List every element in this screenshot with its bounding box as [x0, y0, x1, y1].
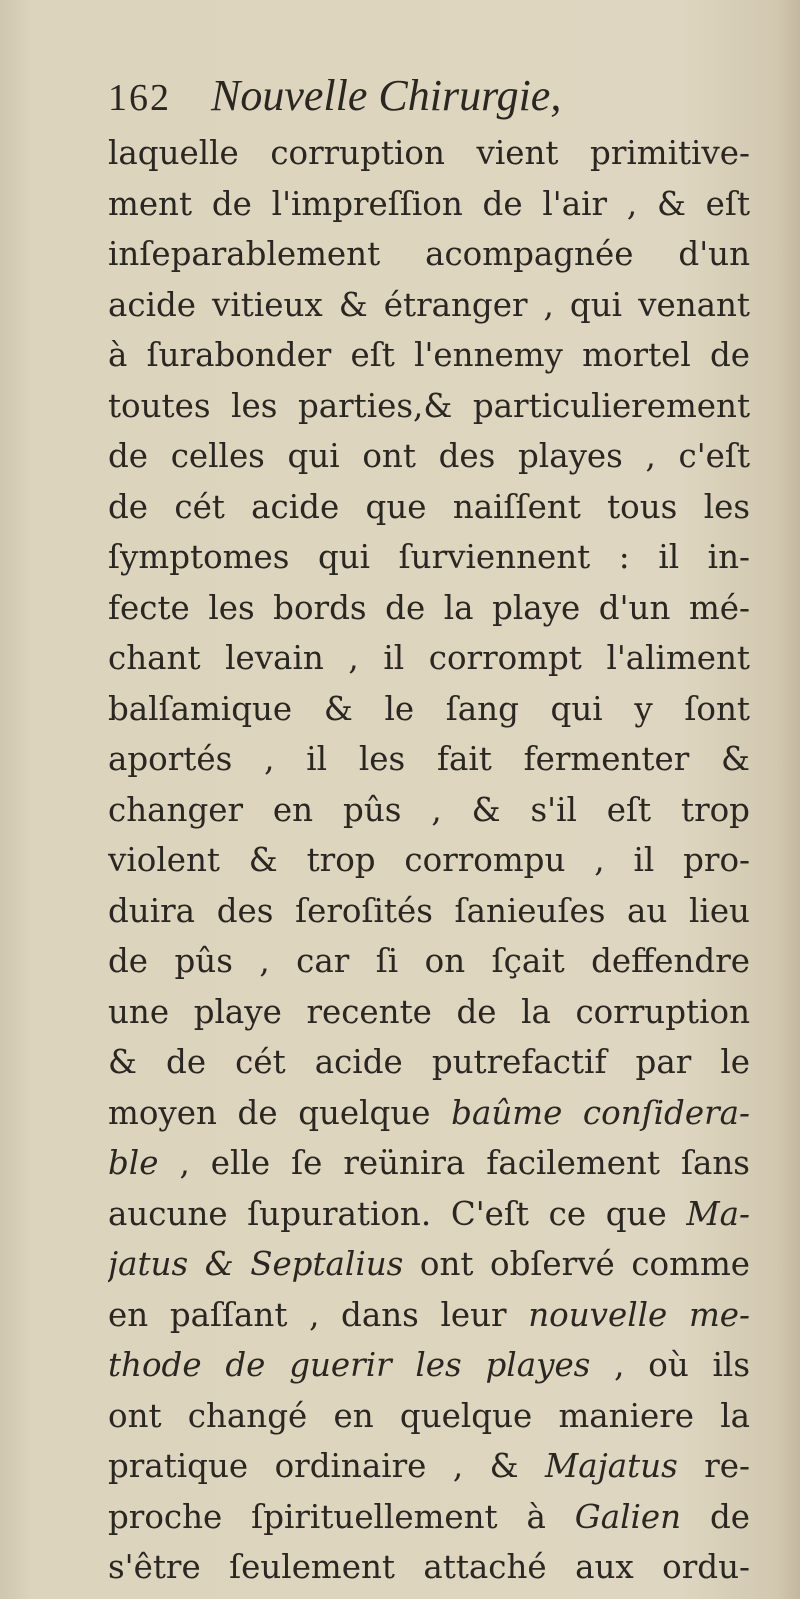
text-span: moyen de quelque: [108, 1093, 452, 1132]
text-line: [108, 1542, 750, 1593]
text-line: [108, 1391, 750, 1442]
text-span: , elle ſe reünira facilement ſans: [158, 1144, 750, 1182]
text-line: [108, 1088, 750, 1139]
text-line: [108, 229, 750, 280]
text-span: violent & trop corrompu , il pro-: [108, 841, 750, 879]
text-line: [108, 1340, 750, 1391]
italic-span: ble: [108, 1144, 159, 1182]
text-span: ſymptomes qui ſurviennent : il in-: [108, 538, 750, 576]
text-span: une playe recente de la corruption: [108, 992, 750, 1031]
text-line: [108, 280, 750, 331]
text-span: de pûs , car ſi on ſçait deffendre: [108, 942, 750, 980]
text-line: [108, 1441, 750, 1492]
text-line: [108, 835, 750, 886]
text-span: proche ſpirituellement à: [108, 1497, 575, 1536]
italic-span: Galien: [574, 1497, 682, 1536]
text-span: chant levain , il corrompt l'aliment: [108, 639, 750, 677]
body-text: [108, 128, 750, 1593]
text-line: [108, 1492, 750, 1543]
text-span: toutes les parties,& particulierement: [108, 386, 750, 425]
text-span: duira des ſeroſités ſanieuſes au lieu: [108, 891, 750, 930]
text-span: laquelle corruption vient primitive-: [108, 134, 750, 172]
text-line: [108, 684, 750, 735]
text-line: [108, 1290, 750, 1341]
text-line: [108, 431, 750, 482]
text-span: aucune ſupuration. C'eſt ce que: [108, 1194, 687, 1233]
text-line: [108, 886, 750, 937]
italic-span: Ma-: [686, 1194, 750, 1233]
text-line: [108, 1037, 750, 1088]
text-span: re-: [677, 1447, 750, 1485]
text-span: changer en pûs , & s'il eſt trop: [108, 790, 750, 829]
italic-span: baûme conſidera-: [451, 1093, 750, 1132]
text-span: en paſſant , dans leur: [108, 1295, 529, 1334]
text-span: pratique ordinaire , &: [108, 1447, 545, 1485]
text-line: [108, 1189, 750, 1240]
text-span: fecte les bords de la playe d'un mé-: [108, 588, 750, 627]
text-span: inſeparablement acompagnée d'un: [108, 235, 750, 273]
text-line: [108, 482, 750, 533]
running-title: Nouvelle Chirurgie,: [211, 71, 562, 120]
text-line: [108, 1239, 750, 1290]
text-line: [108, 128, 750, 179]
text-span: balſamique & le ſang qui y ſont: [108, 689, 750, 728]
italic-span: Majatus: [545, 1447, 678, 1485]
text-span: de celles qui ont des playes , c'eſt: [108, 437, 750, 475]
text-span: aportés , il les fait fermenter &: [108, 740, 750, 778]
text-line: [108, 532, 750, 583]
text-line: [108, 633, 750, 684]
page-number: 162: [108, 77, 171, 119]
running-head: [108, 70, 758, 130]
text-span: ont obſervé comme: [403, 1245, 750, 1283]
text-line: [108, 179, 750, 230]
text-span: de: [681, 1497, 750, 1536]
text-span: & de cét acide putrefactif par le: [108, 1043, 750, 1081]
text-span: de cét acide que naiſſent tous les: [108, 487, 750, 526]
text-span: acide vitieux & étranger , qui venant: [108, 285, 750, 324]
text-line: [108, 785, 750, 836]
text-line: [108, 1138, 750, 1189]
text-line: [108, 734, 750, 785]
italic-span: jatus & Septalius: [108, 1245, 404, 1283]
italic-span: thode de guerir les playes: [108, 1346, 591, 1384]
text-span: s'être ſeulement attaché aux ordu-: [108, 1548, 750, 1586]
text-line: [108, 381, 750, 432]
text-line: [108, 583, 750, 634]
text-span: ment de l'impreſſion de l'air , & eſt: [108, 184, 750, 223]
text-line: [108, 330, 750, 381]
text-span: ont changé en quelque maniere la: [108, 1396, 750, 1435]
text-line: [108, 987, 750, 1038]
text-span: , où ils: [590, 1346, 750, 1384]
text-line: [108, 936, 750, 987]
text-span: à ſurabonder eſt l'ennemy mortel de: [108, 336, 750, 374]
italic-span: nouvelle me-: [528, 1295, 750, 1334]
